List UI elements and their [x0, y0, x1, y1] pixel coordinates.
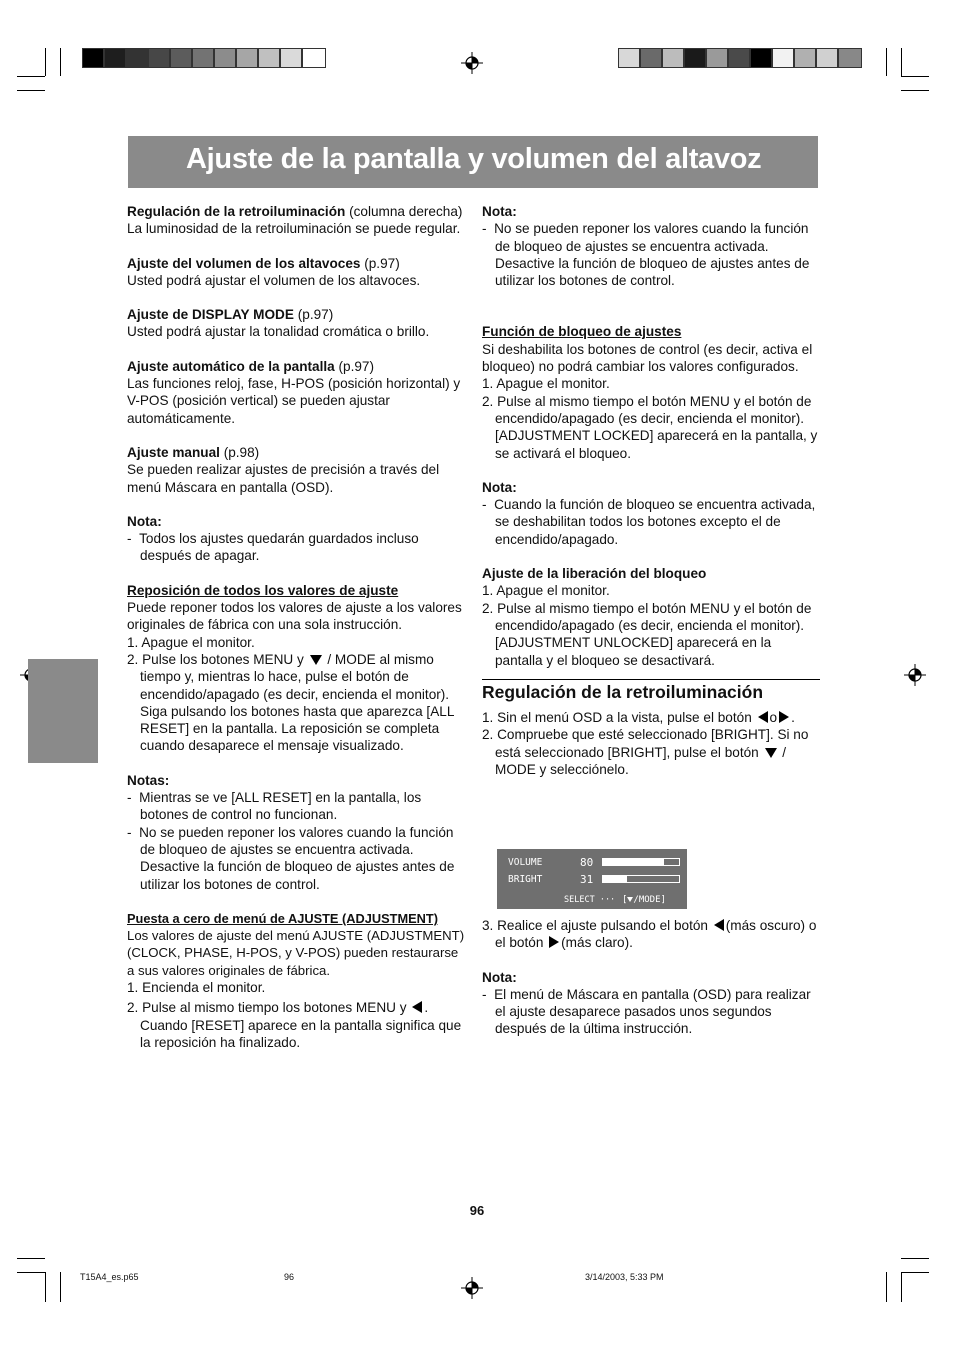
section-heading: Ajuste de la liberación del bloqueo [482, 566, 707, 582]
swatch [148, 48, 170, 68]
footer-file: T15A4_es.p65 [80, 1272, 139, 1282]
footer-date: 3/14/2003, 5:33 PM [585, 1272, 664, 1282]
step-continuation: Siga pulsando los botones hasta que aparezca [ALL RESET] en la pantalla. La reposición se completa cuando desaparece el mensaje visualizado. [140, 703, 454, 754]
step: 1. Apague el monitor. [482, 583, 610, 599]
swatch [640, 48, 662, 68]
down-arrow-icon [765, 748, 777, 758]
step-continuation: Cuando [RESET] aparece en la pantalla significa que la reposición ha finalizado. [140, 1017, 462, 1050]
step: 2. Pulse al mismo tiempo el botón MENU y el botón de encendido/apagado (es decir, encienda el monitor). [482, 600, 812, 633]
section-heading: Ajuste automático de la pantalla [127, 358, 335, 374]
swatch [706, 48, 728, 68]
page-ref: (p.98) [219, 444, 260, 460]
step: 3. Realice el ajuste pulsando el botón (más oscuro) o el botón (más claro). [482, 918, 817, 951]
left-arrow-icon [412, 1001, 422, 1013]
paragraph: Se pueden realizar ajustes de precisión a través del menú Máscara en pantalla (OSD). [127, 462, 440, 495]
note-heading: Notas: [127, 772, 170, 788]
osd-select-key: [ /MODE] [622, 895, 666, 905]
page-ref: (p.97) [334, 358, 375, 374]
osd-bright-value: 31 [580, 873, 594, 886]
swatch [280, 48, 302, 68]
swatch [794, 48, 816, 68]
section-heading: Puesta a cero de menú de AJUSTE (ADJUSTMENT) [127, 910, 438, 926]
swatch [618, 48, 640, 68]
osd-volume-value: 80 [580, 856, 594, 869]
swatch [170, 48, 192, 68]
osd-bright-fill [603, 876, 627, 882]
left-column [127, 203, 467, 1051]
paragraph: Usted podrá ajustar la tonalidad cromática o brillo. [127, 324, 430, 340]
swatch [104, 48, 126, 68]
note-heading: Nota: [127, 513, 162, 529]
osd-select-label: SELECT ··· [564, 895, 616, 905]
swatch [838, 48, 862, 68]
note-item: - No se pueden reponer los valores cuando la función de bloqueo de ajustes se encuentra activada. Desactive la función de bloqueo de ajustes antes de utilizar los botones de control. [127, 824, 455, 892]
section-heading: Función de bloqueo de ajustes [482, 324, 682, 340]
registration-mark-icon [461, 1277, 483, 1299]
step: 2. Pulse al mismo tiempo los botones MENU y . [127, 1000, 429, 1016]
swatch [662, 48, 684, 68]
osd-volume-bar [602, 858, 680, 866]
page-ref: (columna derecha) [345, 204, 463, 219]
page-title: Ajuste de la pantalla y volumen del altavoz [186, 143, 762, 175]
paragraph: Puede reponer todos los valores de ajuste a los valores originales de fábrica con una sola instrucción. [127, 600, 462, 633]
title-bar [128, 136, 818, 188]
note-heading: Nota: [482, 479, 517, 495]
swatch [236, 48, 258, 68]
osd-bright-bar [602, 875, 680, 883]
registration-mark-icon [904, 664, 926, 686]
note-heading: Nota: [482, 204, 517, 219]
section-heading-backlight: Regulación de la retroiluminación [482, 679, 820, 701]
section-manual-ref [127, 444, 467, 461]
page-ref: (p.97) [293, 307, 334, 323]
section-backlight-ref [127, 203, 467, 220]
step-continuation: [ADJUSTMENT LOCKED] aparecerá en la pantalla, y se activará el bloqueo. [495, 428, 818, 461]
osd-volume-fill [603, 859, 664, 865]
right-column-lower [482, 917, 820, 1038]
section-heading: Ajuste manual [127, 444, 220, 460]
note-item: - Todos los ajustes quedarán guardados incluso después de apagar. [127, 531, 419, 564]
note-item: - El menú de Máscara en pantalla (OSD) para realizar el ajuste desaparece pasados unos segundos después de la última instrucción. [482, 986, 811, 1037]
page-ref: (p.97) [360, 255, 400, 271]
section-heading: Ajuste de DISPLAY MODE [127, 307, 294, 323]
swatch [684, 48, 706, 68]
step: 2. Pulse al mismo tiempo el botón MENU y el botón de encendido/apagado (es decir, encienda el monitor). [482, 393, 812, 426]
section-heading: Ajuste del volumen de los altavoces [127, 255, 361, 271]
osd-menu [497, 849, 687, 909]
swatch [772, 48, 794, 68]
step-continuation: [ADJUSTMENT UNLOCKED] aparecerá en la pantalla y el bloqueo se desactivará. [495, 635, 772, 668]
footer-page: 96 [284, 1272, 295, 1282]
down-arrow-icon [310, 655, 322, 665]
step: 1. Sin el menú OSD a la vista, pulse el botón o . [482, 710, 795, 726]
right-arrow-icon [549, 936, 559, 948]
right-column [482, 203, 820, 778]
paragraph: Usted podrá ajustar el volumen de los altavoces. [127, 272, 421, 288]
step: 2. Compruebe que esté seleccionado [BRIGHT]. Si no está seleccionado [BRIGHT], pulse el botón / MODE y selecciónelo. [482, 727, 809, 778]
swatch [816, 48, 838, 68]
swatch [214, 48, 236, 68]
step: 2. Pulse los botones MENU y / MODE al mismo tiempo y, mientras lo hace, pulse el botón de encendido/apagado (es decir, encienda el monitor). [127, 651, 450, 702]
swatch [750, 48, 772, 68]
swatch [258, 48, 280, 68]
side-tab [28, 659, 98, 763]
swatch [82, 48, 104, 68]
section-volume-ref [127, 255, 467, 272]
page-number: 96 [469, 1203, 485, 1218]
section-auto-adjust-ref [127, 358, 467, 375]
osd-volume-label: VOLUME [508, 857, 543, 868]
section-heading: Reposición de todos los valores de ajuste [127, 582, 399, 598]
note-item: - No se pueden reponer los valores cuando la función de bloqueo de ajustes se encuentra activada. Desactive la función de bloqueo de ajustes antes de utilizar los botones de control. [482, 221, 810, 289]
registration-mark-icon [461, 52, 483, 74]
paragraph: La luminosidad de la retroiluminación se puede regular. [127, 221, 461, 237]
note-item: - Cuando la función de bloqueo se encuentra activada, se deshabilitan todos los botones excepto el de encendido/apagado. [482, 497, 816, 547]
section-display-mode-ref [127, 306, 467, 323]
osd-bright-label: BRIGHT [508, 874, 543, 885]
left-arrow-icon [758, 711, 768, 723]
note-item: - Mientras se ve [ALL RESET] en la pantalla, los botones de control no funcionan. [127, 790, 422, 823]
paragraph: Si deshabilita los botones de control (es decir, activa el bloqueo) no podrá cambiar los valores configurados. [482, 341, 813, 375]
swatch [126, 48, 148, 68]
step: 1. Encienda el monitor. [127, 979, 266, 995]
swatch [192, 48, 214, 68]
step: 1. Apague el monitor. [482, 376, 610, 392]
left-arrow-icon [714, 919, 724, 931]
swatch [302, 48, 326, 68]
right-arrow-icon [779, 711, 789, 723]
step: 1. Apague el monitor. [127, 634, 255, 650]
paragraph: Las funciones reloj, fase, H-POS (posición horizontal) y V-POS (posición vertical) se pueden ajustar automáticamente. [127, 376, 461, 426]
section-heading: Regulación de la retroiluminación [127, 204, 346, 219]
swatch [728, 48, 750, 68]
paragraph: Los valores de ajuste del menú AJUSTE (ADJUSTMENT) (CLOCK, PHASE, H-POS, y V-POS) pueden restaurarse a sus valores originales de fábrica. [127, 928, 465, 978]
note-heading: Nota: [482, 969, 517, 985]
